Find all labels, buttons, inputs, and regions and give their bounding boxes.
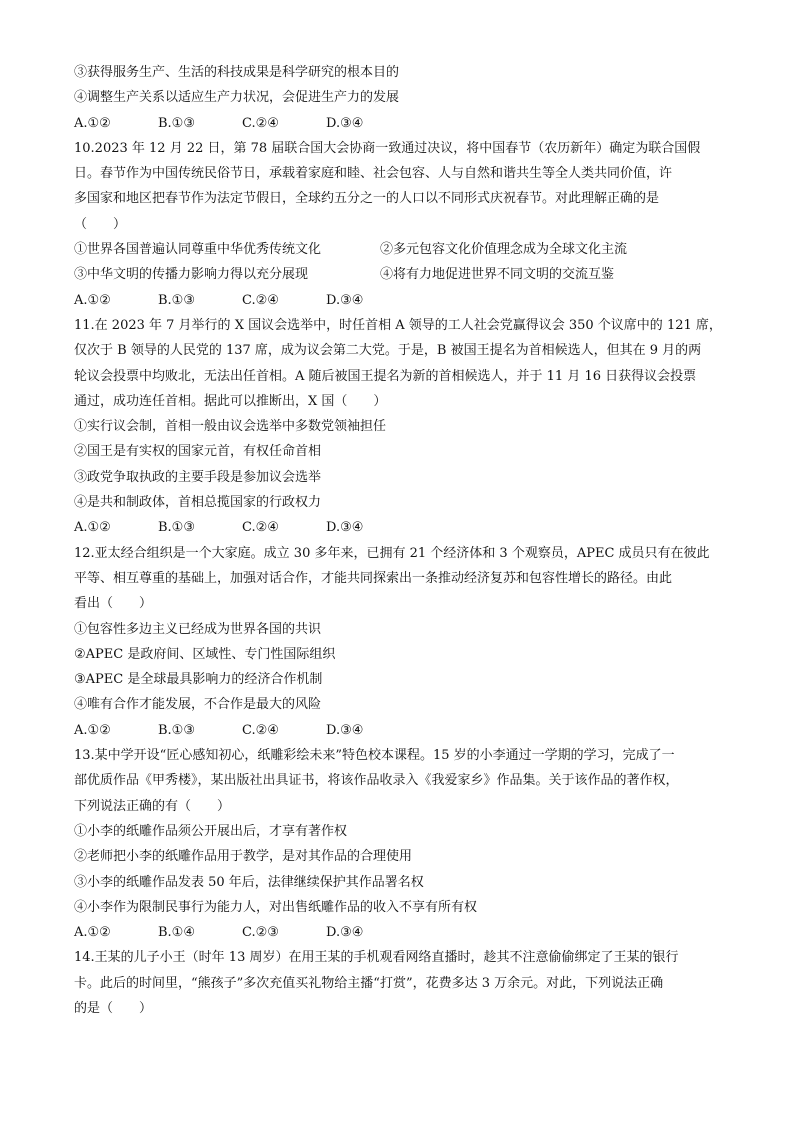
answer-c: C.②④: [242, 520, 279, 536]
answer-c: C.②③: [242, 925, 279, 941]
q10-stem-line: （ ）: [74, 216, 127, 232]
q13-stem-line: 部优质作品《甲秀楼》，某出版社出具证书，将该作品收录入《我爱家乡》作品集。关于该作品的著作权，: [74, 773, 679, 789]
q12-item-1: ①包容性多边主义已经成为世界各国的共识: [74, 621, 322, 637]
q12-item-3: ③APEC 是全球最具影响力的经济合作机制: [74, 672, 323, 688]
answer-a: A.①②: [74, 925, 111, 941]
answer-c: C.②④: [242, 292, 279, 308]
answer-c: C.②④: [242, 722, 279, 738]
answer-a: A.①②: [74, 520, 111, 536]
q10-items-row: [74, 262, 734, 287]
q12-stem-line: 12.亚太经合组织是一个大家庭。成立 30 多年来，已拥有 21 个经济体和 3 个观察员，APEC 成员只有在彼此: [74, 545, 710, 561]
q14-stem-line: 卡。此后的时间里，“熊孩子”多次充值买礼物给主播“打赏”，花费多达 3 万余元。对此，下列说法正确: [74, 975, 664, 991]
answer-d: D.③④: [326, 925, 364, 941]
q11-stem-line: 仅次于 B 领导的人民党的 137 席，成为议会第二大党。于是，B 被国王提名为首相候选人，但其在 9 月的两: [74, 343, 702, 359]
q10-stem-line: 多国家和地区把春节作为法定节假日，全球约五分之一的人口以不同形式庆祝春节。对此理解正确的是: [74, 191, 660, 207]
q11-stem-line: 通过，成功连任首相。据此可以推断出，X 国（ ）: [74, 393, 387, 409]
answer-a: A.①②: [74, 292, 111, 308]
answer-d: D.③④: [326, 115, 364, 131]
q10-item-4: ④将有力地促进世界不同文明的交流互鉴: [380, 267, 615, 283]
q13-item-4: ④小李作为限制民事行为能力人，对出售纸雕作品的收入不享有所有权: [74, 899, 478, 915]
answer-d: D.③④: [326, 520, 364, 536]
q12-answer-options: [74, 718, 734, 743]
q11-item-1: ①实行议会制，首相一般由议会选举中多数党领袖担任: [74, 419, 387, 435]
q13-item-3: ③小李的纸雕作品发表 50 年后，法律继续保护其作品署名权: [74, 874, 424, 890]
answer-b: B.①③: [158, 520, 195, 536]
q10-items-row: [74, 237, 734, 262]
answer-b: B.①④: [158, 925, 195, 941]
q10-stem-line: 10.2023 年 12 月 22 日，第 78 届联合国大会协商一致通过决议，将中国春节（农历新年）确定为联合国假: [74, 140, 701, 156]
q11-item-4: ④是共和制政体，首相总揽国家的行政权力: [74, 495, 322, 511]
q12-item-2: ②APEC 是政府间、区域性、专门性国际组织: [74, 646, 336, 662]
q10-stem-line: 日。春节作为中国传统民俗节日，承载着家庭和睦、社会包容、人与自然和谐共生等全人类共同价值，许: [74, 166, 673, 182]
q11-stem-line: 轮议会投票中均败北，无法出任首相。A 随后被国王提名为新的首相候选人，并于 11 月 16 日获得议会投票: [74, 368, 697, 384]
answer-b: B.①③: [158, 292, 195, 308]
q10-item-2: ②多元包容文化价值理念成为全球文化主流: [380, 242, 628, 258]
q11-item-3: ③政党争取执政的主要手段是参加议会选举: [74, 469, 322, 485]
q9-answer-options: [74, 111, 734, 136]
q14-stem-line: 的是（ ）: [74, 1000, 153, 1016]
answer-d: D.③④: [326, 722, 364, 738]
answer-d: D.③④: [326, 292, 364, 308]
q13-stem-line: 下列说法正确的有（ ）: [74, 798, 231, 814]
answer-b: B.①③: [158, 115, 195, 131]
q10-item-1: ①世界各国普遍认同尊重中华优秀传统文化: [74, 242, 322, 258]
q9-option-3: ③获得服务生产、生活的科技成果是科学研究的根本目的: [74, 65, 400, 80]
answer-a: A.①②: [74, 722, 111, 738]
q11-item-2: ②国王是有实权的国家元首，有权任命首相: [74, 444, 322, 460]
q13-stem-line: 13.某中学开设“匠心感知初心，纸雕彩绘未来”特色校本课程。15 岁的小李通过一学期的学习，完成了一: [74, 748, 675, 764]
answer-c: C.②④: [242, 115, 279, 131]
exam-page: [74, 60, 734, 1021]
q12-stem-line: 看出（ ）: [74, 596, 153, 612]
q11-stem-line: 11.在 2023 年 7 月举行的 X 国议会选举中，时任首相 A 领导的工人社会党赢得议会 350 个议席中的 121 席，: [74, 317, 722, 333]
q10-answer-options: [74, 288, 734, 313]
q13-item-2: ②老师把小李的纸雕作品用于教学，是对其作品的合理使用: [74, 849, 413, 865]
q9-option-4: ④调整生产关系以适应生产力状况，会促进生产力的发展: [74, 90, 400, 106]
answer-b: B.①③: [158, 722, 195, 738]
q10-item-3: ③中华文明的传播力影响力得以充分展现: [74, 267, 309, 283]
q13-answer-options: [74, 920, 734, 945]
q13-item-1: ①小李的纸雕作品须公开展出后，才享有著作权: [74, 823, 348, 839]
q12-stem-line: 平等、相互尊重的基础上，加强对话合作，才能共同探索出一条推动经济复苏和包容性增长的路径。由此: [74, 570, 673, 586]
q14-stem-line: 14.王某的儿子小王（时年 13 周岁）在用王某的手机观看网络直播时，趁其不注意偷偷绑定了王某的银行: [74, 950, 679, 966]
q11-answer-options: [74, 515, 734, 540]
q12-item-4: ④唯有合作才能发展，不合作是最大的风险: [74, 697, 322, 713]
answer-a: A.①②: [74, 115, 111, 131]
